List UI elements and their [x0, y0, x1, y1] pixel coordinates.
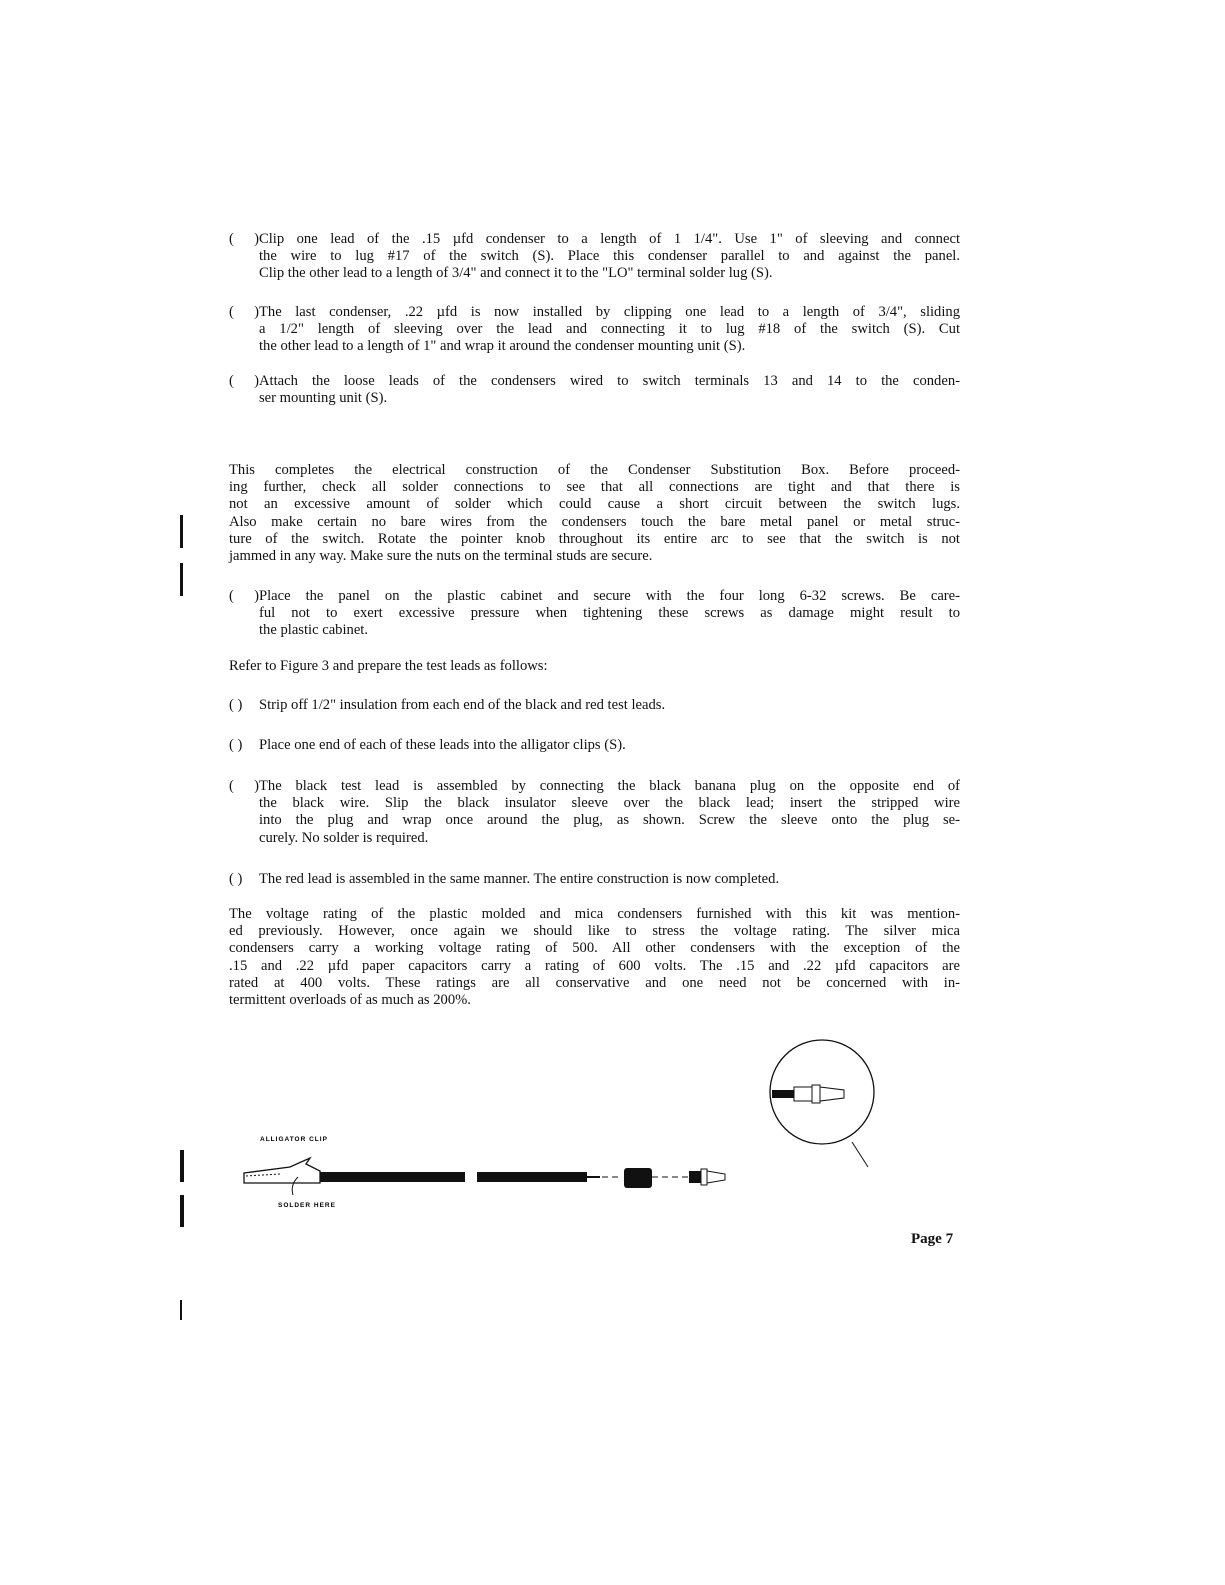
item-text: Place the panel on the plastic cabinet and secure with the four long 6-32 screws. Be care-	[259, 588, 960, 604]
text-line: ser mounting unit (S).	[259, 390, 388, 407]
text-line: the other lead to a length of 1" and wrap it around the condenser mounting unit (S).	[259, 338, 746, 355]
checkbox[interactable]: ( )	[229, 304, 259, 320]
insulator-sleeve-icon	[624, 1168, 652, 1188]
black-wire	[320, 1172, 465, 1182]
text-line: a 1/2" length of sleeving over the lead and connecting it to lug #18 of the switch (S). Cut	[259, 321, 960, 338]
checklist-item	[229, 778, 960, 847]
text-line: the black wire. Slip the black insulator sleeve over the black lead; insert the stripped wire	[259, 795, 960, 812]
test-lead-figure	[220, 1030, 940, 1220]
page-number: Page 7	[911, 1231, 954, 1247]
text-line: Also make certain no bare wires from the condensers touch the bare metal panel or metal struc-	[229, 513, 960, 530]
voltage-paragraph	[229, 906, 960, 1009]
text-line	[229, 697, 960, 714]
item-text: Attach the loose leads of the condensers wired to switch terminals 13 and 14 to the conden-	[259, 373, 960, 389]
text-line: Clip the other lead to a length of 3/4" and connect it to the "LO" terminal solder lug (S).	[259, 265, 773, 282]
banana-plug-detail-icon	[772, 1085, 844, 1103]
text-line: into the plug and wrap once around the plug, as shown. Screw the sleeve onto the plug se-	[259, 812, 960, 829]
checkbox[interactable]: ( )	[229, 778, 259, 794]
text-line: the wire to lug #17 of the switch (S). Place this condenser parallel to and against the panel.	[259, 248, 960, 265]
item-text: Place one end of each of these leads into the alligator clips (S).	[259, 737, 626, 753]
checklist-item	[229, 697, 960, 714]
text-line	[229, 737, 960, 754]
completion-paragraph	[229, 462, 960, 565]
text-line: This completes the electrical construction of the Condenser Substitution Box. Before proceed-	[229, 462, 960, 478]
scan-mark	[180, 515, 183, 548]
checkbox[interactable]: ( )	[229, 737, 243, 753]
item-text: Clip one lead of the .15 µfd condenser to a length of 1 1/4". Use 1" of sleeving and connect	[259, 231, 960, 247]
banana-plug-icon	[689, 1169, 725, 1185]
text-line	[229, 778, 960, 795]
text-line	[229, 871, 960, 888]
checklist-item-panel	[229, 588, 960, 640]
text-line: the plastic cabinet.	[259, 622, 369, 639]
checklist-item	[229, 373, 960, 407]
text-line: termittent overloads of as much as 200%.	[229, 991, 471, 1008]
text-line: rated at 400 volts. These ratings are all conservative and one need not be concerned with in-	[229, 974, 960, 991]
alligator-clip-icon	[244, 1158, 320, 1195]
text-line	[229, 588, 960, 605]
checklist-item	[229, 871, 960, 888]
text-line: ful not to exert excessive pressure when tightening these screws as damage might result to	[259, 605, 960, 622]
checkbox[interactable]: ( )	[229, 871, 243, 887]
checkbox[interactable]: ( )	[229, 231, 259, 247]
text-line: ing further, check all solder connections to see that all connections are tight and that there is	[229, 479, 960, 496]
black-wire	[477, 1172, 587, 1182]
scan-mark	[180, 563, 183, 596]
text-line: ed previously. However, once again we should like to stress the voltage rating. The silver mica	[229, 923, 960, 940]
text-line	[229, 231, 960, 248]
text-line	[229, 373, 960, 390]
checklist-item	[229, 304, 960, 356]
text-line	[229, 304, 960, 321]
text-line: curely. No solder is required.	[259, 829, 429, 846]
checklist-item	[229, 737, 960, 754]
checkbox[interactable]: ( )	[229, 697, 243, 713]
checkbox[interactable]: ( )	[229, 588, 259, 604]
alligator-clip-label: ALLIGATOR CLIP	[260, 1136, 328, 1143]
item-text: The black test lead is assembled by connecting the black banana plug on the opposite end of	[259, 778, 960, 794]
checklist-item	[229, 231, 960, 283]
scan-mark	[180, 1150, 184, 1182]
checkbox[interactable]: ( )	[229, 373, 259, 389]
text-line: .15 and .22 µfd paper capacitors carry a rating of 600 volts. The .15 and .22 µfd capacitors are	[229, 957, 960, 974]
text-line: ture of the switch. Rotate the pointer knob throughout its entire arc to see that the switch is not	[229, 530, 960, 547]
item-text: The red lead is assembled in the same manner. The entire construction is now completed.	[259, 871, 780, 887]
item-text: The last condenser, .22 µfd is now installed by clipping one lead to a length of 3/4", sliding	[259, 304, 960, 320]
scan-mark	[180, 1195, 184, 1227]
text-line: condensers carry a working voltage rating of 500. All other condensers with the exception of the	[229, 940, 960, 957]
refer-text: Refer to Figure 3 and prepare the test leads as follows:	[229, 658, 548, 674]
item-text: Strip off 1/2" insulation from each end of the black and red test leads.	[259, 697, 666, 713]
scan-mark	[180, 1300, 182, 1320]
solder-here-label: SOLDER HERE	[278, 1202, 336, 1209]
text-line: The voltage rating of the plastic molded and mica condensers furnished with this kit was mention-	[229, 906, 960, 922]
text-line: not an excessive amount of solder which could cause a short circuit between the switch lugs.	[229, 496, 960, 513]
text-line: jammed in any way. Make sure the nuts on the terminal studs are secure.	[229, 547, 653, 564]
